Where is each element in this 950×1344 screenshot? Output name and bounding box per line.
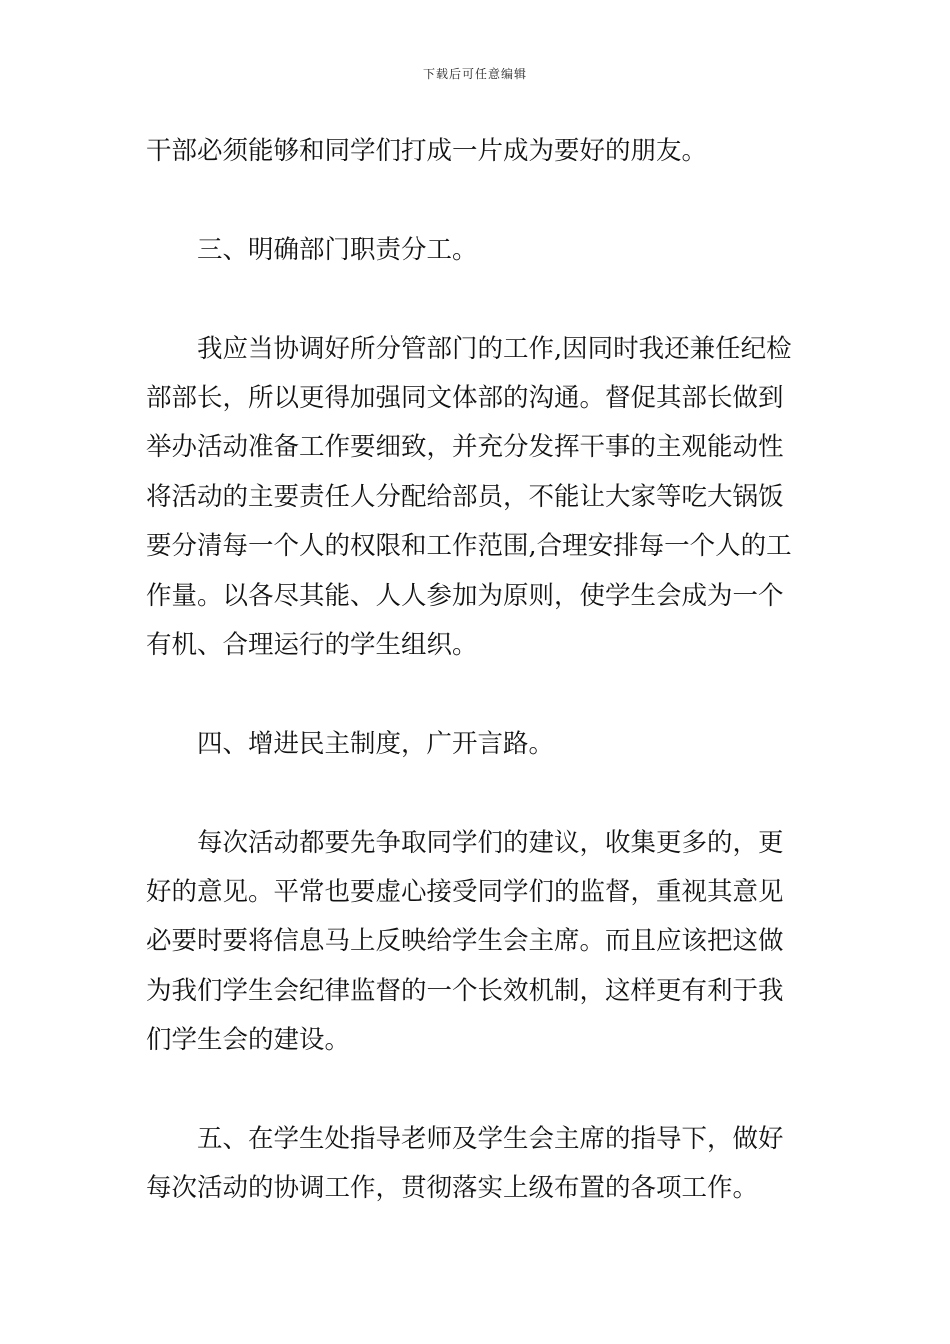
text-line: 们学生会的建设。 [146, 1025, 351, 1056]
paragraph [146, 720, 808, 769]
paragraph-gap [146, 176, 808, 225]
text-line: 每次活动的协调工作，贯彻落实上级布置的各项工作。 [146, 1173, 759, 1204]
text-line: 举办活动准备工作要细致，并充分发挥干事的主观能动性 [146, 432, 784, 463]
paragraph [146, 226, 808, 275]
paragraph-gap [146, 1066, 808, 1115]
text-line: 必要时要将信息马上反映给学生会主席。而且应该把这做 [146, 926, 784, 957]
paragraph-gap [146, 769, 808, 818]
text-line: 每次活动都要先争取同学们的建议，收集更多的，更 [146, 827, 784, 858]
text-line: 将活动的主要责任人分配给部员，不能让大家等吃大锅饭 [146, 481, 784, 512]
text-line: 要分清每一个人的权限和工作范围,合理安排每一个人的工 [146, 531, 792, 562]
text-line: 作量。以各尽其能、人人参加为原则，使学生会成为一个 [146, 580, 784, 611]
text-line: 三、明确部门职责分工。 [146, 234, 478, 265]
text-line: 我应当协调好所分管部门的工作,因同时我还兼任纪检 [146, 333, 792, 364]
text-line: 好的意见。平常也要虚心接受同学们的监督，重视其意见 [146, 877, 784, 908]
text-line: 部部长，所以更得加强同文体部的沟通。督促其部长做到 [146, 383, 784, 413]
text-line: 四、增进民主制度，广开言路。 [146, 728, 555, 759]
text-line: 为我们学生会纪律监督的一个长效机制，这样更有利于我 [146, 975, 784, 1006]
text-line: 有机、合理运行的学生组织。 [146, 630, 478, 661]
text-line: 五、在学生处指导老师及学生会主席的指导下，做好 [146, 1124, 784, 1155]
document-body [146, 127, 808, 1214]
paragraph [146, 325, 808, 671]
page-header: 下载后可任意编辑 [422, 67, 527, 81]
paragraph [146, 127, 808, 176]
paragraph [146, 1115, 808, 1214]
paragraph [146, 819, 808, 1066]
paragraph-gap [146, 275, 808, 324]
paragraph-gap [146, 670, 808, 719]
text-line: 干部必须能够和同学们打成一片成为要好的朋友。 [146, 136, 708, 166]
